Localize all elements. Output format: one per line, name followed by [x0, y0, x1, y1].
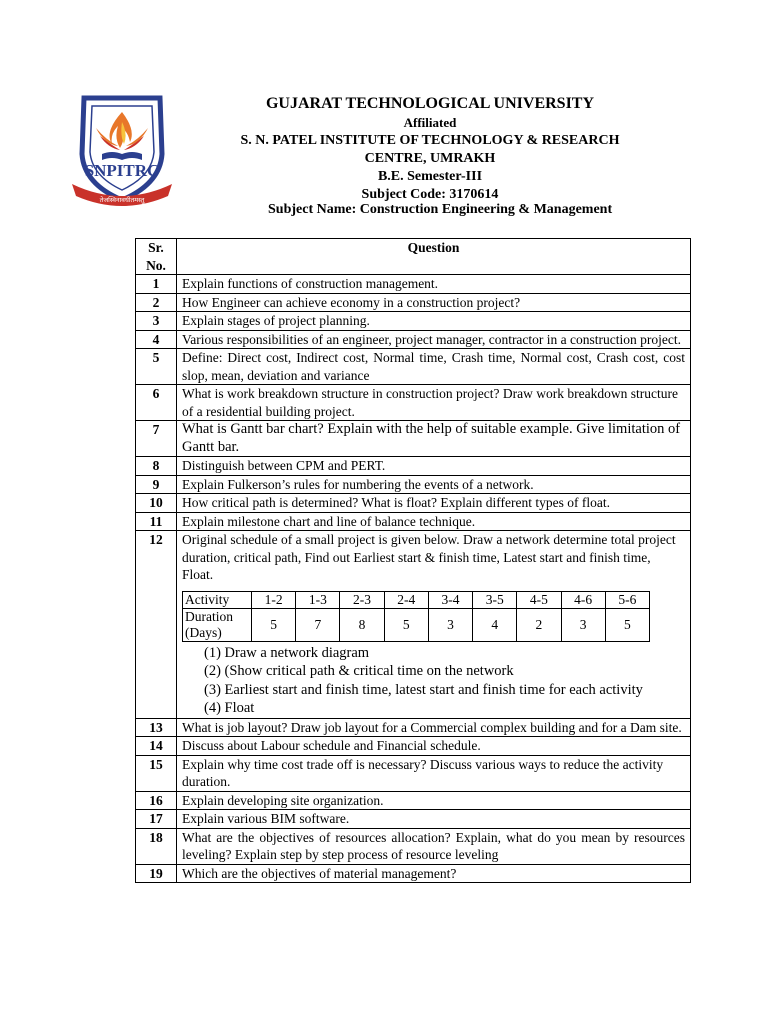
table-row	[136, 421, 691, 457]
table-row	[136, 718, 691, 737]
activity-cell: 4-6	[561, 591, 605, 608]
row-number: 11	[136, 512, 177, 531]
institute-logo	[70, 92, 174, 212]
subpart-1: (1) Draw a network diagram	[204, 644, 370, 661]
question-text: What is job layout? Draw job layout for a Commercial complex building and for a Dam site.	[177, 718, 691, 737]
question-text: Discuss about Labour schedule and Financial schedule.	[177, 737, 691, 756]
question-text: Explain stages of project planning.	[177, 312, 691, 331]
table-row	[136, 330, 691, 349]
institute-centre: CENTRE, UMRAKH	[364, 151, 496, 166]
table-row	[136, 810, 691, 829]
institute-name: S. N. PATEL INSTITUTE OF TECHNOLOGY & RESEARCH	[240, 133, 620, 148]
question-table	[135, 238, 691, 883]
row-number: 3	[136, 312, 177, 331]
row-number: 8	[136, 457, 177, 476]
table-row	[136, 494, 691, 513]
table-row	[136, 791, 691, 810]
question-text: How critical path is determined? What is float? Explain different types of float.	[177, 494, 691, 513]
row-number: 9	[136, 475, 177, 494]
question-text: Explain milestone chart and line of balance technique.	[177, 512, 691, 531]
row-number: 5	[136, 349, 177, 385]
activity-row	[183, 591, 650, 608]
question-text: Various responsibilities of an engineer, project manager, contractor in a construction project.	[177, 330, 691, 349]
question-cell-with-activity-table	[177, 531, 691, 719]
row-number: 6	[136, 385, 177, 421]
row-number: 1	[136, 275, 177, 294]
table-row	[136, 385, 691, 421]
row-number: 7	[136, 421, 177, 457]
duration-row	[183, 608, 650, 641]
duration-label: Duration (Days)	[183, 608, 252, 641]
question-text: How Engineer can achieve economy in a construction project?	[177, 293, 691, 312]
affiliated-label: Affiliated	[403, 115, 457, 130]
table-row	[136, 737, 691, 756]
table-row	[136, 293, 691, 312]
row-number: 12	[136, 531, 177, 719]
university-title: GUJARAT TECHNOLOGICAL UNIVERSITY	[265, 95, 595, 112]
activity-duration-table	[182, 591, 650, 642]
table-row	[136, 457, 691, 476]
sr-no-header: Sr. No.	[136, 239, 177, 275]
row-number: 16	[136, 791, 177, 810]
activity-cell: 5-6	[605, 591, 649, 608]
duration-cell: 3	[561, 608, 605, 641]
question-text: Define: Direct cost, Indirect cost, Normal time, Crash time, Normal cost, Crash cost, cost slop, mean, deviation and variance	[177, 349, 691, 385]
duration-cell: 4	[473, 608, 517, 641]
duration-cell: 3	[428, 608, 472, 641]
duration-cell: 5	[605, 608, 649, 641]
duration-cell: 7	[296, 608, 340, 641]
row-number: 17	[136, 810, 177, 829]
question-text: Explain why time cost trade off is necessary? Discuss various ways to reduce the activity duration.	[177, 755, 691, 791]
table-row	[136, 864, 691, 883]
subpart-4: (4) Float	[204, 700, 255, 716]
table-row	[136, 475, 691, 494]
subject-name: Subject Name: Construction Engineering & Management	[268, 202, 613, 217]
table-header-row	[136, 239, 691, 275]
row-number: 19	[136, 864, 177, 883]
row-number: 14	[136, 737, 177, 756]
table-row	[136, 755, 691, 791]
row-number: 10	[136, 494, 177, 513]
activity-cell: 3-5	[473, 591, 517, 608]
logo-text: SNPITRC	[84, 161, 160, 180]
header	[200, 94, 660, 204]
table-row	[136, 312, 691, 331]
question-text: What is Gantt bar chart? Explain with the help of suitable example. Give limitation of Gantt bar.	[177, 421, 691, 457]
activity-cell: 1-2	[252, 591, 296, 608]
subpart-3: (3) Earliest start and finish time, latest start and finish time for each activity	[204, 681, 643, 698]
question-text: Distinguish between CPM and PERT.	[177, 457, 691, 476]
activity-label: Activity	[183, 591, 252, 608]
question-text: Explain functions of construction management.	[177, 275, 691, 294]
row-number: 13	[136, 718, 177, 737]
table-row	[136, 512, 691, 531]
activity-cell: 3-4	[428, 591, 472, 608]
question-text: Original schedule of a small project is given below. Draw a network determine total project duration, critical path, Find out Earliest start & finish time, Latest start and finish time, Float.	[182, 532, 676, 582]
question-text: What is work breakdown structure in construction project? Draw work breakdown structure of a residential building project.	[177, 385, 691, 421]
semester-label: B.E. Semester-III	[377, 169, 483, 184]
duration-cell: 5	[384, 608, 428, 641]
activity-cell: 2-3	[340, 591, 384, 608]
table-row	[136, 349, 691, 385]
question-text: What are the objectives of resources allocation? Explain, what do you mean by resources leveling? Explain step by step process of resource leveling	[177, 828, 691, 864]
table-row	[136, 531, 691, 719]
question-text: Explain Fulkerson’s rules for numbering the events of a network.	[177, 475, 691, 494]
table-row	[136, 275, 691, 294]
question-text: Which are the objectives of material management?	[177, 864, 691, 883]
activity-cell: 1-3	[296, 591, 340, 608]
subject-code: Subject Code: 3170614	[361, 187, 499, 202]
row-number: 18	[136, 828, 177, 864]
question-text: Explain developing site organization.	[177, 791, 691, 810]
question-header: Question	[177, 239, 691, 275]
duration-cell: 2	[517, 608, 561, 641]
subpart-2: (2) (Show critical path & critical time on the network	[204, 663, 514, 679]
question-text: Explain various BIM software.	[177, 810, 691, 829]
row-number: 15	[136, 755, 177, 791]
logo-motto: तेजस्विनावधीतमस्तु	[99, 196, 145, 204]
activity-cell: 2-4	[384, 591, 428, 608]
duration-cell: 8	[340, 608, 384, 641]
duration-cell: 5	[252, 608, 296, 641]
activity-cell: 4-5	[517, 591, 561, 608]
row-number: 4	[136, 330, 177, 349]
row-number: 2	[136, 293, 177, 312]
table-row	[136, 828, 691, 864]
